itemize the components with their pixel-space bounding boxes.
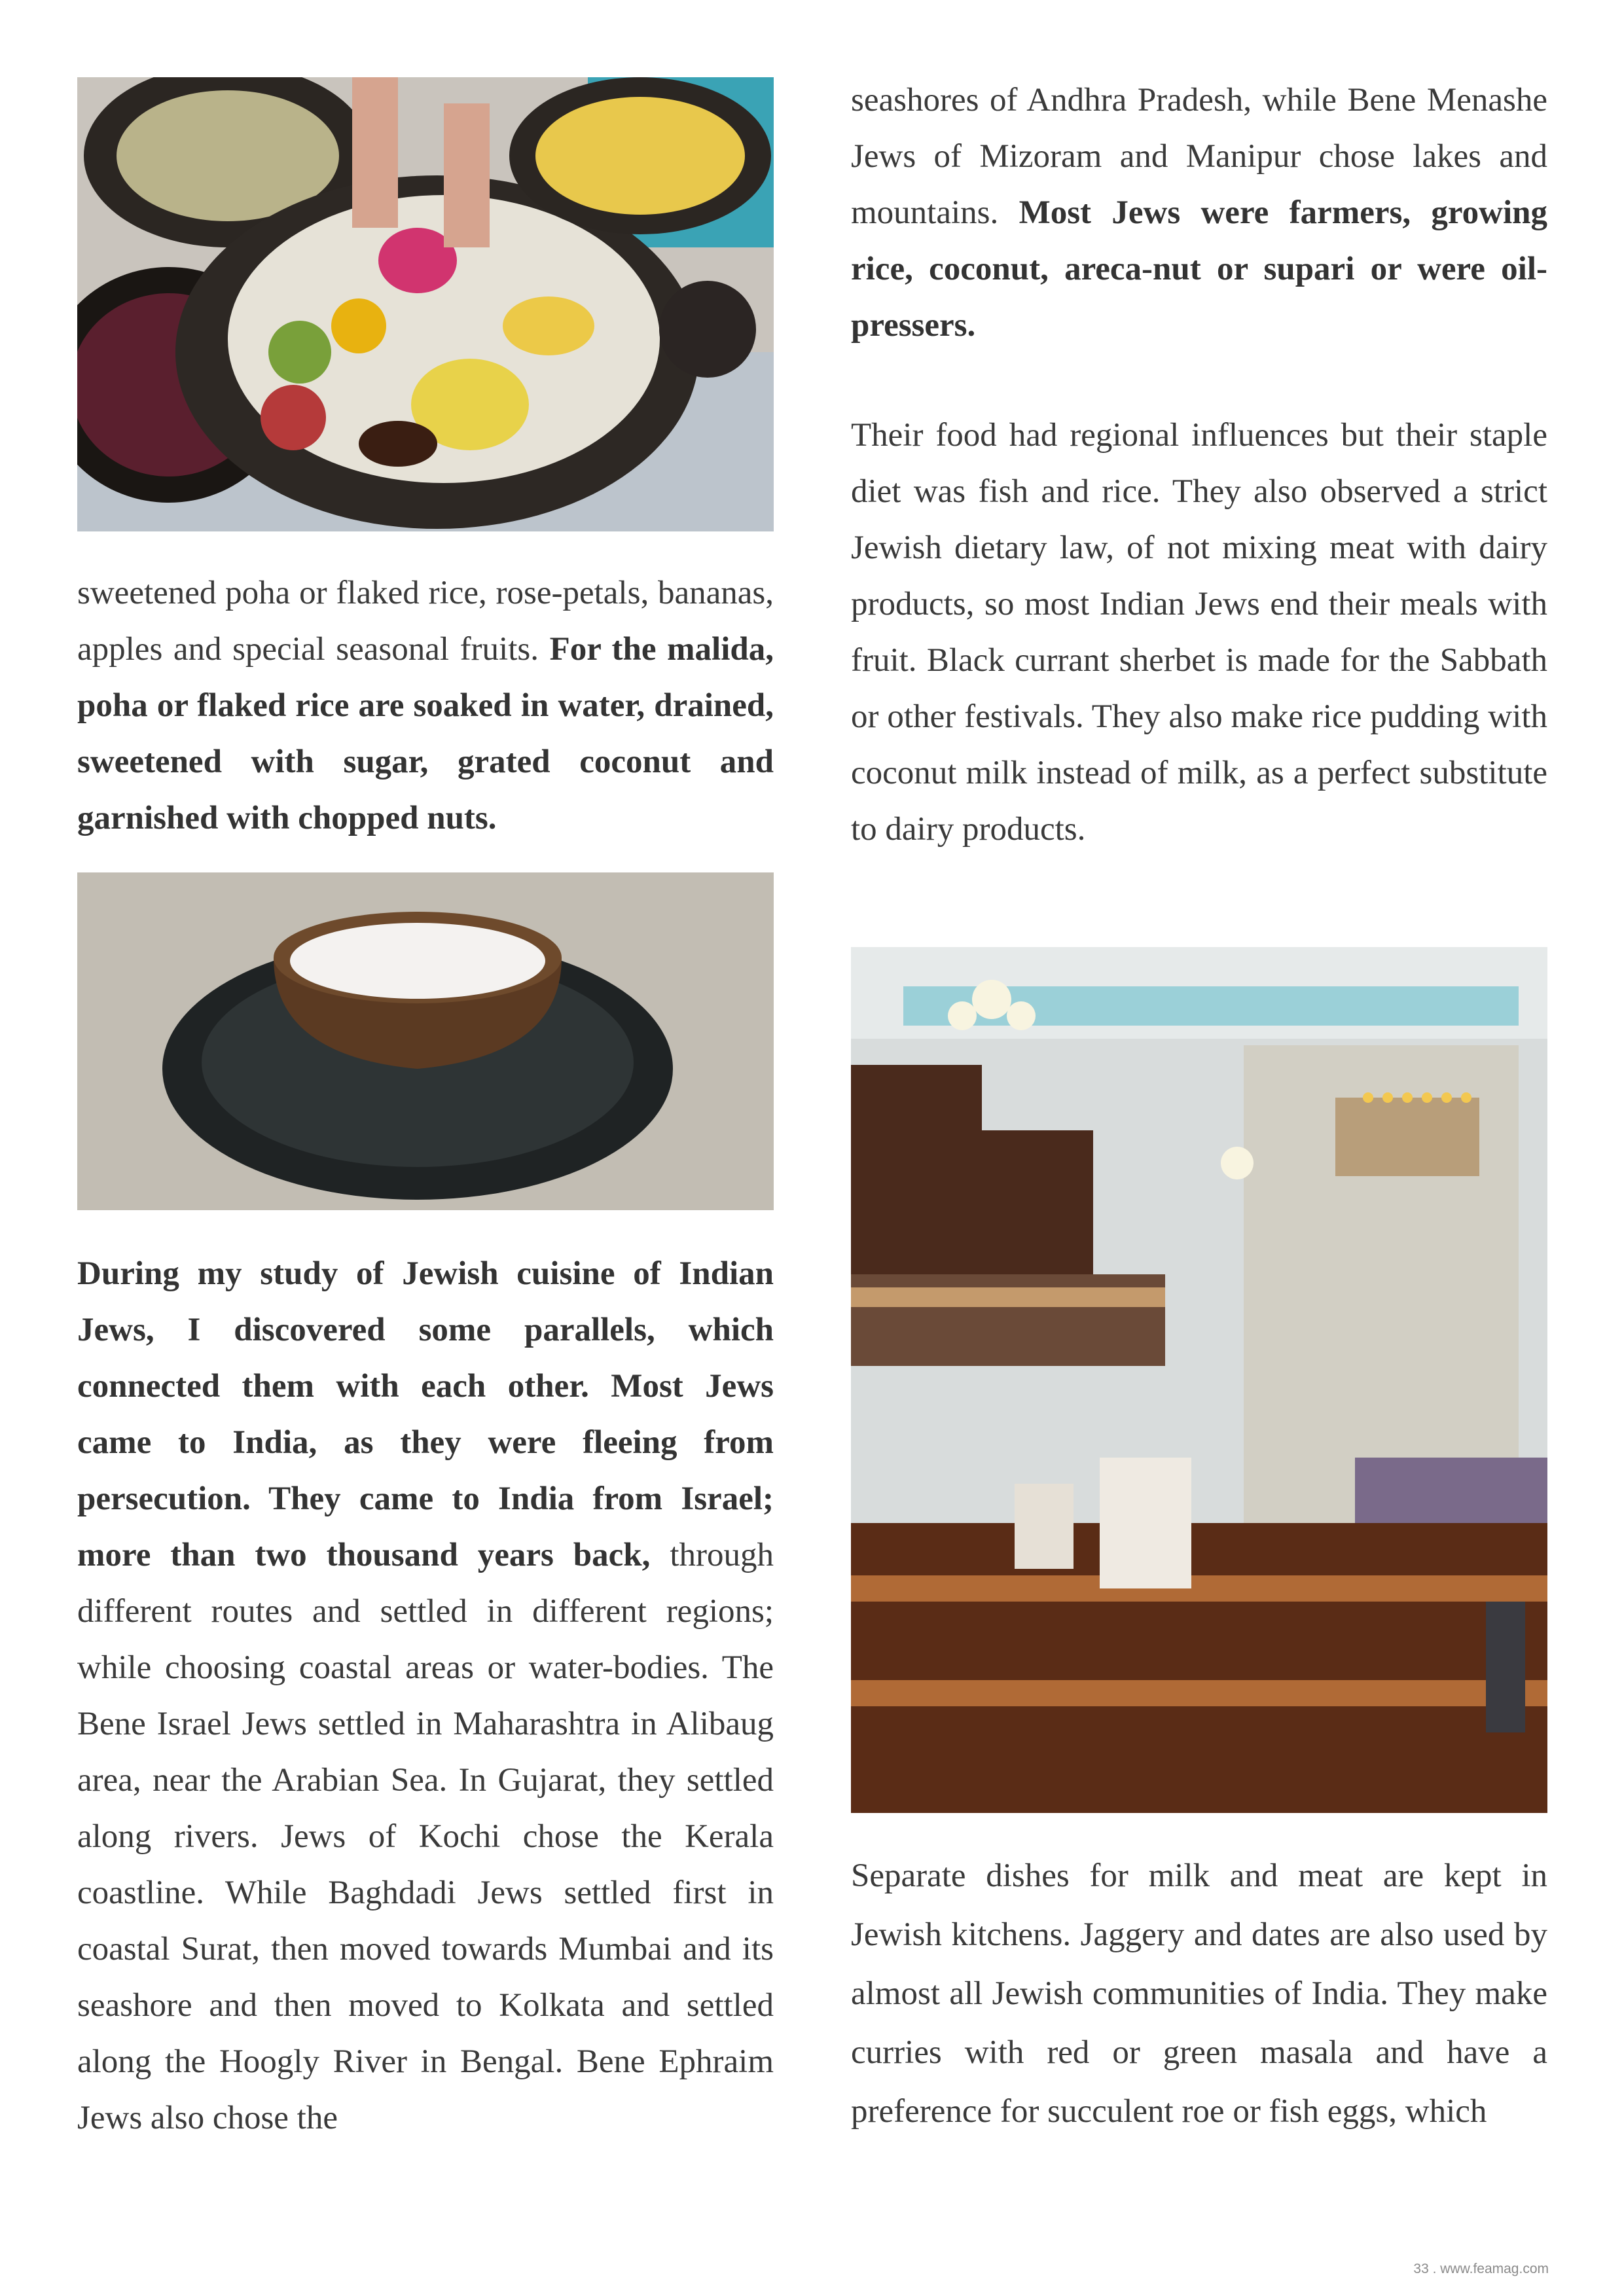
- paragraph-right-top: seashores of Andhra Pradesh, while Bene Menashe Jews of Mizoram and Manipur chose lakes and mountains. Most Jews were farmers, growing rice, coconut, areca-nut or supari or were oil-pressers.: [851, 82, 1547, 344]
- paragraph-left-history: During my study of Jewish cuisine of Indian Jews, I discovered some parallels, which connected them with each other. Most Jews came to India, as they were fleeing from persecution. They came to India from Israel; more than two thousand years back, through different routes and settled in different regions; while choosing coastal areas or water-bodies. The Bene Israel Jews settled in Maharashtra in Alibaug area, near the Arabian Sea. In Gujarat, they settled along rivers. Jews of Kochi chose the Kerala coastline. While Baghdadi Jews settled first in coastal Surat, then moved towards Mumbai and its seashore and then moved to Kolkata and settled along the Hoogly River in Bengal. Bene Ephraim Jews also chose the: [77, 1255, 774, 2136]
- malida-platter-photo: [77, 77, 774, 531]
- paragraph-right-kitchens: Separate dishes for milk and meat are kept in Jewish kitchens. Jaggery and dates are also used by almost all Jewish communities of India. They make curries with red or green masala and have a preference for succulent roe or fish eggs, which: [851, 1857, 1547, 2130]
- paragraph-right-food: Their food had regional influences but their staple diet was fish and rice. They also observed a strict Jewish dietary law, of not mixing meat with dairy products, so most Indian Jews end their meals with fruit. Black currant sherbet is made for the Sabbath or other festivals. They also make rice pudding with coconut milk instead of milk, as a perfect substitute to dairy products.: [851, 417, 1547, 848]
- coconut-bowl-photo: [77, 872, 774, 1210]
- paragraph-left-malida: sweetened poha or flaked rice, rose-petals, bananas, apples and special seasonal fruits. For the malida, poha or flaked rice are soaked in water, drained, sweetened with sugar, grated coconut and garnished with chopped nuts.: [77, 575, 774, 836]
- page-footer: 33 . www.feamag.com: [1413, 2261, 1549, 2276]
- synagogue-interior-photo: [851, 947, 1547, 1813]
